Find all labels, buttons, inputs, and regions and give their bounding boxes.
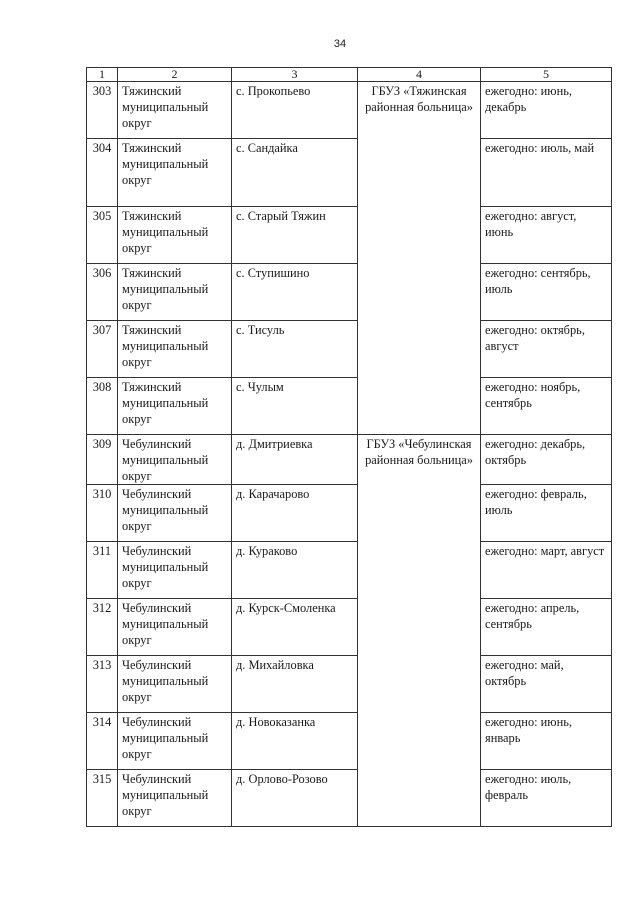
schedule-cell: ежегодно: февраль, июль — [481, 485, 612, 542]
district-cell: Чебулинский муниципальный округ — [118, 770, 232, 827]
row-number: 304 — [87, 139, 118, 207]
table-row — [87, 713, 612, 770]
schedule-cell: ежегодно: июнь, декабрь — [481, 82, 612, 139]
schedule-cell: ежегодно: октябрь, август — [481, 321, 612, 378]
schedule-cell: ежегодно: май, октябрь — [481, 656, 612, 713]
row-number: 309 — [87, 435, 118, 485]
settlement-cell: с. Сандайка — [232, 139, 358, 207]
row-number: 313 — [87, 656, 118, 713]
row-number: 312 — [87, 599, 118, 656]
row-number: 303 — [87, 82, 118, 139]
district-cell: Чебулинский муниципальный округ — [118, 656, 232, 713]
table-row — [87, 378, 612, 435]
row-number: 308 — [87, 378, 118, 435]
district-cell: Тяжинский муниципальный округ — [118, 264, 232, 321]
table-row — [87, 82, 612, 139]
district-cell: Чебулинский муниципальный округ — [118, 599, 232, 656]
row-number: 307 — [87, 321, 118, 378]
schedule-cell: ежегодно: декабрь, октябрь — [481, 435, 612, 485]
row-number: 314 — [87, 713, 118, 770]
table-row — [87, 207, 612, 264]
column-number: 3 — [232, 68, 358, 82]
table-row — [87, 264, 612, 321]
column-number: 4 — [358, 68, 481, 82]
row-number: 315 — [87, 770, 118, 827]
district-cell: Тяжинский муниципальный округ — [118, 207, 232, 264]
table-row — [87, 485, 612, 542]
settlement-cell: с. Прокопьево — [232, 82, 358, 139]
table-row — [87, 321, 612, 378]
schedule-cell: ежегодно: июль, май — [481, 139, 612, 207]
schedule-cell: ежегодно: сентябрь, июль — [481, 264, 612, 321]
column-number: 1 — [87, 68, 118, 82]
district-cell: Тяжинский муниципальный округ — [118, 378, 232, 435]
table-row — [87, 435, 612, 485]
column-number-row — [87, 68, 612, 82]
schedule-cell: ежегодно: август, июнь — [481, 207, 612, 264]
district-cell: Чебулинский муниципальный округ — [118, 485, 232, 542]
schedule-table — [86, 67, 612, 827]
row-number: 310 — [87, 485, 118, 542]
settlement-cell: д. Курск-Смоленка — [232, 599, 358, 656]
schedule-cell: ежегодно: июль, февраль — [481, 770, 612, 827]
settlement-cell: д. Михайловка — [232, 656, 358, 713]
settlement-cell: д. Орлово-Розово — [232, 770, 358, 827]
settlement-cell: д. Новоказанка — [232, 713, 358, 770]
district-cell: Тяжинский муниципальный округ — [118, 82, 232, 139]
district-cell: Чебулинский муниципальный округ — [118, 713, 232, 770]
district-cell: Чебулинский муниципальный округ — [118, 435, 232, 485]
page-number: 34 — [333, 38, 347, 50]
table-row — [87, 599, 612, 656]
schedule-cell: ежегодно: март, август — [481, 542, 612, 599]
district-cell: Чебулинский муниципальный округ — [118, 542, 232, 599]
settlement-cell: д. Карачарово — [232, 485, 358, 542]
table-row — [87, 656, 612, 713]
column-number: 2 — [118, 68, 232, 82]
table-row — [87, 139, 612, 207]
schedule-cell: ежегодно: апрель, сентябрь — [481, 599, 612, 656]
settlement-cell: д. Кураково — [232, 542, 358, 599]
settlement-cell: с. Старый Тяжин — [232, 207, 358, 264]
settlement-cell: д. Дмитриевка — [232, 435, 358, 485]
row-number: 311 — [87, 542, 118, 599]
settlement-cell: с. Тисуль — [232, 321, 358, 378]
district-cell: Тяжинский муниципальный округ — [118, 139, 232, 207]
table-row — [87, 770, 612, 827]
row-number: 306 — [87, 264, 118, 321]
district-cell: Тяжинский муниципальный округ — [118, 321, 232, 378]
settlement-cell: с. Ступишино — [232, 264, 358, 321]
settlement-cell: с. Чулым — [232, 378, 358, 435]
schedule-cell: ежегодно: июнь, январь — [481, 713, 612, 770]
row-number: 305 — [87, 207, 118, 264]
organization-cell: ГБУЗ «Чебулинская районная больница» — [358, 435, 481, 827]
schedule-cell: ежегодно: ноябрь, сентябрь — [481, 378, 612, 435]
table-row — [87, 542, 612, 599]
organization-cell: ГБУЗ «Тяжинская районная больница» — [358, 82, 481, 435]
column-number: 5 — [481, 68, 612, 82]
